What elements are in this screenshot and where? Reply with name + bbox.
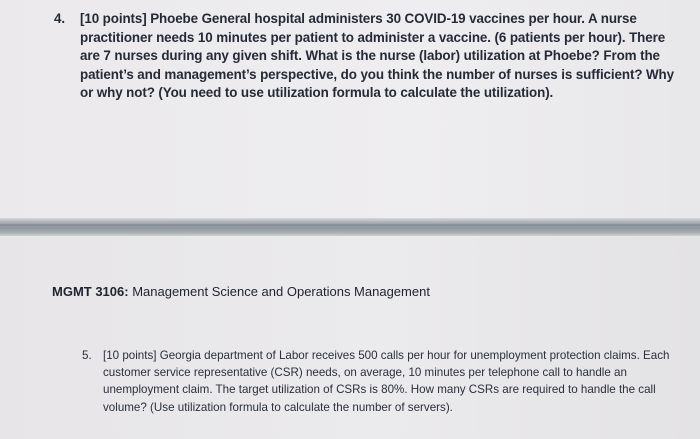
question-5-number: 5. (82, 349, 92, 362)
page-break-divider (0, 218, 700, 236)
course-code: MGMT 3106: (52, 284, 129, 299)
course-title: Management Science and Operations Management (132, 284, 430, 299)
question-4 (54, 10, 684, 103)
page-break-line (0, 224, 700, 226)
course-header (52, 284, 430, 299)
question-4-text: [10 points] Phoebe General hospital administers 30 COVID-19 vaccines per hour. A nurse practitioner needs 10 minutes per patient to administer a vaccine. (6 patients per hour). There are 7 nurses during any given shift. What is the nurse (labor) utilization at Phoebe? From the patient’s and management’s perspective, do you think the number of nurses is sufficient? Why or why not? (You need to use utilization formula to calculate the utilization). (80, 11, 674, 101)
question-4-number: 4. (54, 11, 65, 26)
question-5-text: [10 points] Georgia department of Labor receives 500 calls per hour for unemployment protection claims. Each customer service representative (CSR) needs, on average, 10 minutes per telephone call to handle an unemployment claim. The target utilization of CSRs is 80%. How many CSRs are required to handle the call volume? (Use utilization formula to calculate the number of servers). (103, 349, 670, 414)
question-5 (82, 347, 682, 416)
